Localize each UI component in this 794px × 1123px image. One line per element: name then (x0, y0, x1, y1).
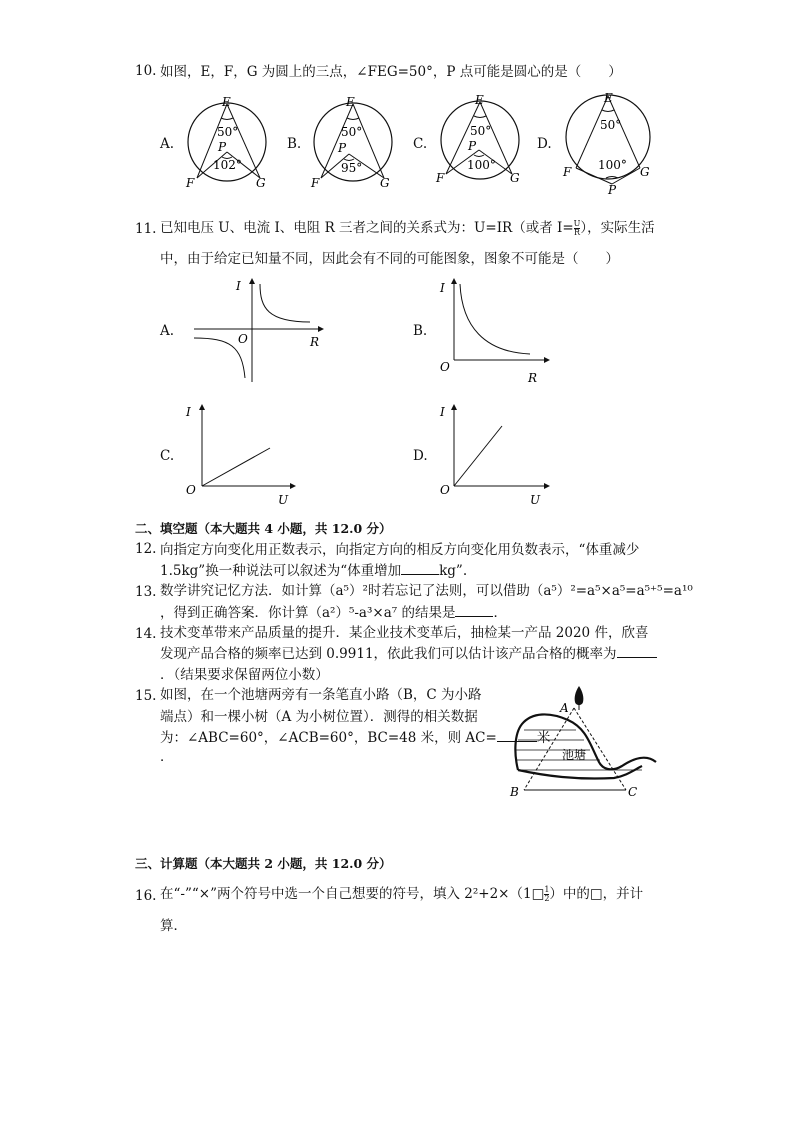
q13-line2-a: ，得到正确答案．你计算（a²）⁵-a³×a⁷ 的结果是 (160, 605, 456, 621)
q10c-e: E (475, 94, 484, 107)
q10-number: 10. (135, 63, 157, 79)
q15-label-a: A (560, 701, 569, 715)
q10-option-b-figure (308, 94, 408, 190)
q12-line2-a: 1.5kg”换一种说法可以叙述为“体重增加 (160, 563, 402, 579)
q10-text: 如图，E，F，G 为圆上的三点，∠FEG=50°，P 点可能是圆心的是（ ） (160, 64, 622, 80)
q15-line2: 端点）和一棵小树（A 为小树位置）．测得的相关数据 (160, 709, 478, 725)
q16-line1-b: ）中的□，并计 (549, 886, 644, 902)
q15-number: 15. (135, 688, 157, 704)
q11-option-b-label: B. (413, 323, 428, 339)
q10-option-d-figure (560, 90, 660, 196)
q11-option-a-graph (188, 276, 328, 386)
q11-option-c-label: C. (160, 448, 175, 464)
q16-line2: 算． (160, 918, 187, 934)
q10a-f: F (186, 176, 195, 190)
q16-line1-a: 在“-”“×”两个符号中选一个自己想要的符号，填入 2²+2×（1□ (160, 886, 545, 902)
q14-line1: 技术变革带来产品质量的提升．某企业技术变革后，抽检某一产品 2020 件，欣喜 (160, 625, 649, 641)
q11-option-b-graph (434, 276, 554, 386)
q10d-f: F (563, 165, 572, 179)
q11a-x: R (310, 335, 320, 349)
q15-label-b: B (510, 785, 519, 799)
q10-option-b-label: B. (287, 136, 302, 152)
section-2-heading: 二、填空题（本大题共 4 小题，共 12.0 分） (135, 521, 392, 536)
q11a-y: I (236, 279, 241, 293)
q11d-y: I (440, 405, 445, 419)
q14-answer-blank[interactable] (617, 645, 657, 658)
q15-label-c: C (628, 785, 638, 799)
q13-line2-b: ． (493, 605, 507, 621)
q12-answer-blank[interactable] (401, 562, 439, 575)
q11-line1-b: ），实际生活 (580, 220, 655, 236)
q11a-origin: O (238, 332, 248, 346)
q10c-f: F (436, 171, 445, 185)
q11-option-a-label: A. (160, 323, 175, 339)
q11-option-d-label: D. (413, 448, 428, 464)
q16-line1 (160, 885, 643, 903)
q11-line1 (160, 219, 655, 237)
q11c-x: U (278, 493, 289, 507)
q10c-p: P (468, 139, 477, 153)
q10-option-a-label: A. (160, 136, 175, 152)
q11-option-c-graph (180, 400, 300, 510)
q11b-y: I (440, 281, 445, 295)
q15-line1: 如图，在一个池塘两旁有一条笔直小路（B，C 为小路 (160, 687, 482, 703)
q10d-e: E (604, 91, 613, 105)
q11b-origin: O (440, 360, 450, 374)
q10d-angle-top: 50° (600, 118, 622, 132)
q15-pond-label: 池塘 (562, 748, 587, 762)
q16-frac-num: 1 (544, 885, 550, 894)
section-3-heading: 三、计算题（本大题共 2 小题，共 12.0 分） (135, 856, 392, 871)
q10b-f: F (311, 176, 320, 190)
q10-option-c-figure (434, 94, 534, 190)
q11-line2: 中，由于给定已知量不同，因此会有不同的可能图象，图象不可能是（ ） (160, 251, 619, 267)
q10a-angle-center: 102° (213, 158, 242, 172)
q11-number: 11. (135, 221, 157, 237)
q10-option-c-label: C. (413, 136, 428, 152)
q12-line1: 向指定方向变化用正数表示，向指定方向的相反方向变化用负数表示，“体重减少 (160, 542, 640, 558)
q10d-angle-center: 100° (598, 158, 627, 172)
q10c-angle-center: 100° (467, 158, 496, 172)
q10d-g: G (640, 165, 650, 179)
q10a-p: P (218, 140, 227, 154)
q10-option-d-label: D. (537, 136, 552, 152)
q10b-angle-center: 95° (341, 161, 363, 175)
q14-line2 (160, 645, 657, 663)
q11c-origin: O (186, 483, 196, 497)
q10a-angle-top: 50° (217, 125, 239, 139)
q10a-g: G (256, 176, 266, 190)
q13-answer-blank[interactable] (455, 604, 493, 617)
q15-line3-a: 为：∠ABC=60°，∠ACB=60°，BC=48 米，则 AC= (160, 730, 497, 746)
q11-frac-den: R (574, 228, 581, 237)
q10c-g: G (510, 171, 520, 185)
q11b-x: R (528, 371, 538, 385)
q14-line3: ．（结果要求保留两位小数） (160, 667, 329, 683)
q16-number: 16. (135, 888, 157, 904)
q12-line2 (160, 562, 467, 580)
q12-number: 12. (135, 541, 157, 557)
q11d-x: U (530, 493, 541, 507)
q10a-e: E (222, 95, 231, 109)
q11c-y: I (186, 405, 191, 419)
q10-option-a-figure (182, 94, 282, 190)
q10b-e: E (346, 95, 355, 109)
q15-line3-b: 米 (536, 730, 551, 746)
q10b-g: G (380, 176, 390, 190)
q13-number: 13. (135, 584, 157, 600)
q10b-angle-top: 50° (341, 125, 363, 139)
q10b-p: P (338, 141, 347, 155)
q13-line1: 数学讲究记忆方法．如计算（a⁵）²时若忘记了法则，可以借助（a⁵）²=a⁵×a⁵=a⁵⁺⁵=a¹⁰ (160, 583, 693, 599)
q15-pond-figure (506, 684, 658, 800)
q11-option-d-graph (434, 400, 554, 510)
q15-line3 (160, 729, 550, 747)
q14-number: 14. (135, 626, 157, 642)
q15-line4: ． (160, 749, 174, 765)
q11-line1-a: 已知电压 U、电流 I、电阻 R 三者之间的关系式为：U=IR（或者 I= (160, 220, 574, 236)
q10c-angle-top: 50° (470, 124, 492, 138)
q14-line2-text: 发现产品合格的频率已达到 0.9911，依此我们可以估计该产品合格的概率为 (160, 646, 617, 662)
q16-frac-den: 2 (544, 894, 550, 903)
q10d-p: P (608, 183, 617, 196)
q11d-origin: O (440, 483, 450, 497)
q13-line2 (160, 604, 507, 622)
q12-line2-b: kg”. (439, 563, 468, 579)
q11-frac-num: U (573, 219, 581, 228)
